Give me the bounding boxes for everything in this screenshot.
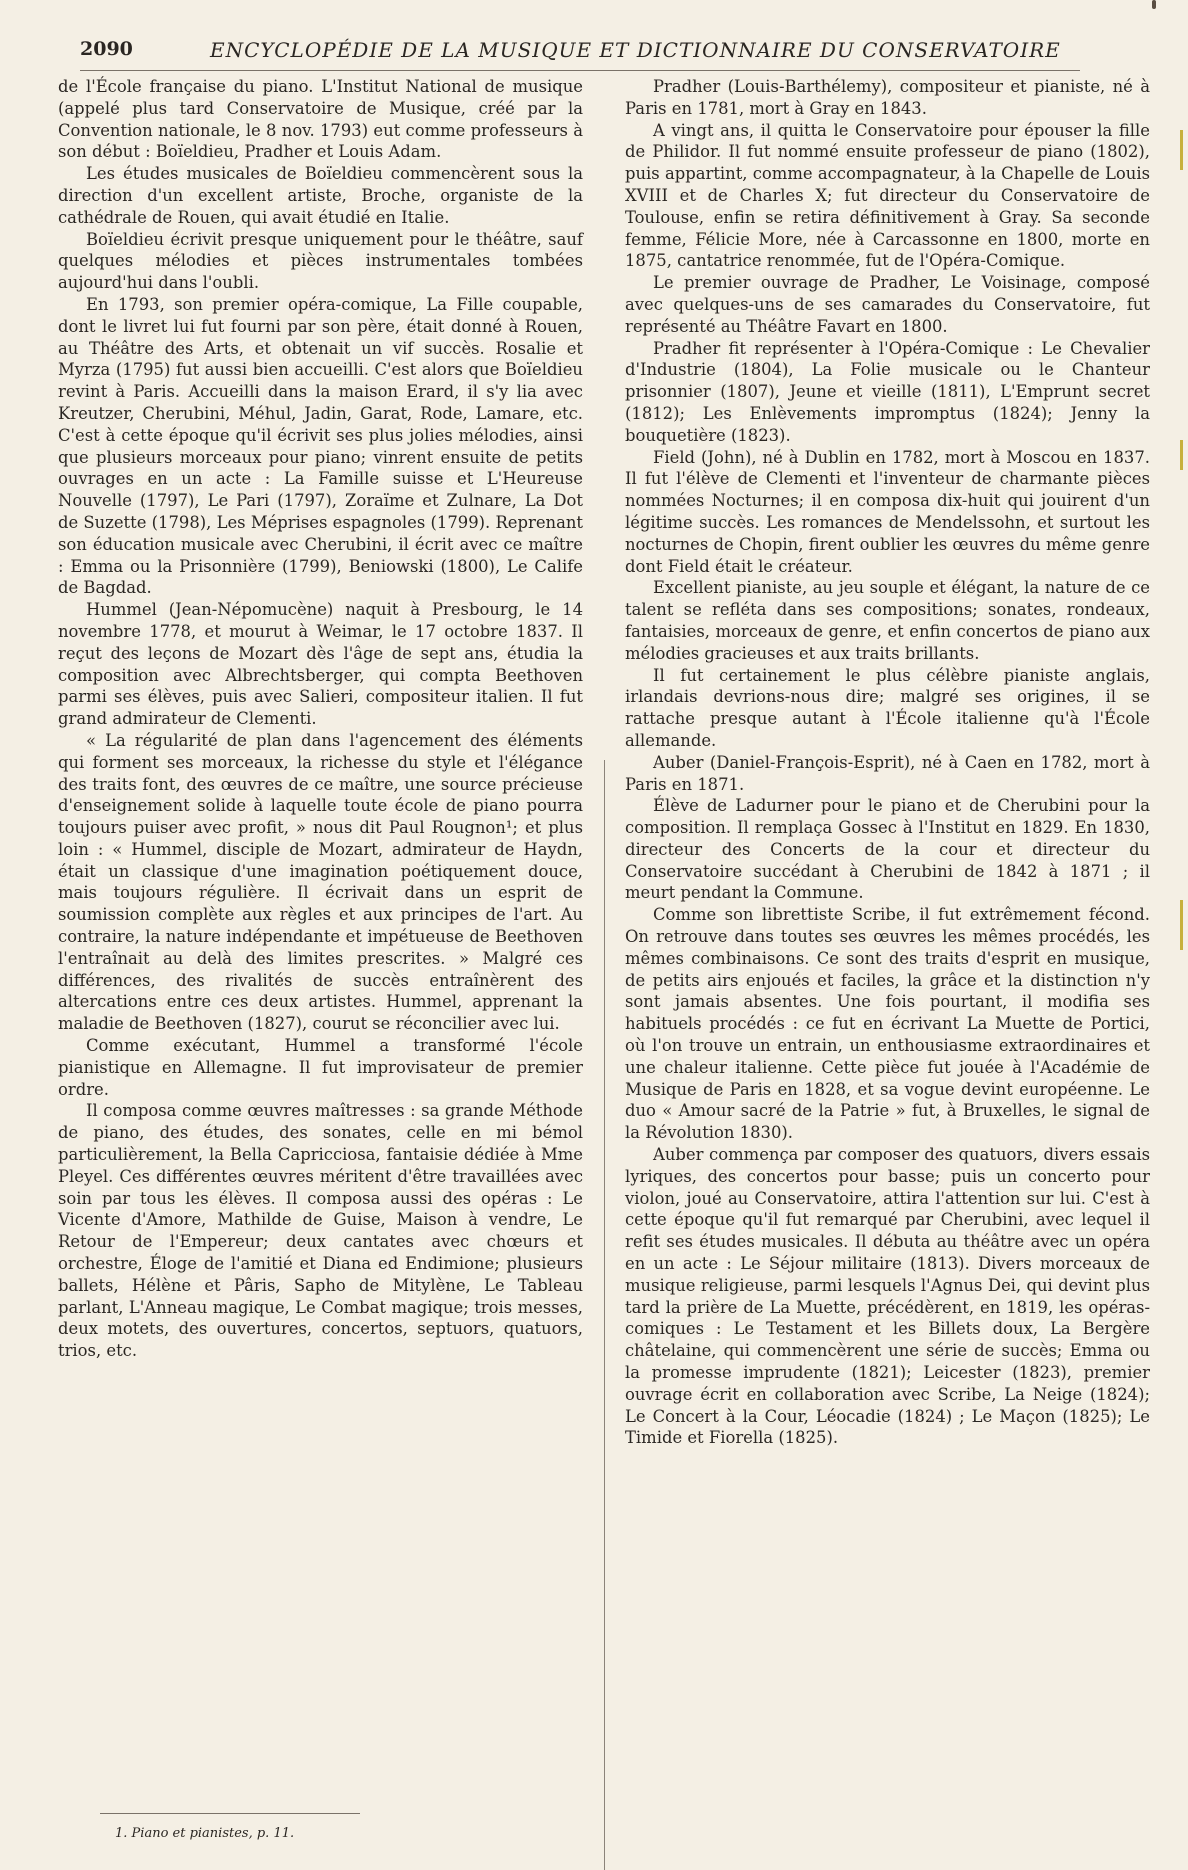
running-title: ENCYCLOPÉDIE DE LA MUSIQUE ET DICTIONNAIRE DU CONSERVATOIRE bbox=[210, 38, 1061, 62]
paragraph: Auber (Daniel-François-Esprit), né à Caen en 1782, mort à Paris en 1871. bbox=[625, 752, 1150, 794]
column-divider bbox=[604, 760, 605, 1870]
footnote: 1. Piano et pianistes, p. 11. bbox=[115, 1826, 295, 1841]
right-column bbox=[625, 76, 1150, 1449]
paragraph: Pradher (Louis-Barthélemy), compositeur et pianiste, né à Paris en 1781, mort à Gray en 1843. bbox=[625, 77, 1150, 118]
ink-speck bbox=[1152, 0, 1156, 9]
paragraph: Comme exécutant, Hummel a transformé l'école pianistique en Allemagne. Il fut improvisateur de premier ordre. bbox=[58, 1036, 583, 1099]
paragraph: Pradher fit représenter à l'Opéra-Comique : Le Chevalier d'Industrie (1804), La Folie musicale ou le Chanteur prisonnier (1807), Jeune et vieille (1811), L'Emprunt secret (1812); Les Enlèvements impromptus (1824); Jenny la bouquetière (1823). bbox=[625, 338, 1150, 445]
paragraph: Boïeldieu écrivit presque uniquement pour le théâtre, sauf quelques mélodies et pièces instrumentales tombées aujourd'hui dans l'oubli. bbox=[58, 229, 583, 293]
margin-mark bbox=[1180, 130, 1183, 170]
paragraph: Le premier ouvrage de Pradher, Le Voisinage, composé avec quelques-uns de ses camarades du Conservatoire, fut représenté au Théâtre Favart en 1800. bbox=[625, 273, 1150, 336]
margin-mark bbox=[1180, 900, 1183, 950]
paragraph: « La régularité de plan dans l'agencement des éléments qui forment ses morceaux, la richesse du style et l'élégance des traits font, des œuvres de ce maître, une source précieuse d'enseignement solide à laquelle toute école de piano pourra toujours puiser avec profit, » nous dit Paul Rougnon¹; et plus loin : « Hummel, disciple de Mozart, admirateur de Haydn, était un classique d'une imagination poétiquement douce, mais toujours régulière. Il écrivait dans un esprit de soumission complète aux règles et aux principes de l'art. Au contraire, la nature indépendante et impétueuse de Beethoven l'entraînait au delà des limites prescrites. » Malgré ces différences, des rivalités de succès entraînèrent des altercations entre ces deux artistes. Hummel, apprenant la maladie de Beethoven (1827), courut se réconcilier avec lui. bbox=[58, 730, 583, 1034]
paragraph: Il fut certainement le plus célèbre pianiste anglais, irlandais devrions-nous dire; malgré ses origines, il se rattache presque autant à l'École italienne qu'à l'École allemande. bbox=[625, 665, 1150, 750]
paragraph: En 1793, son premier opéra-comique, La Fille coupable, dont le livret lui fut fourni par son père, était donné à Rouen, au Théâtre des Arts, et obtenait un vif succès. Rosalie et Myrza (1795) fut aussi bien accueilli. C'est alors que Boïeldieu revint à Paris. Accueilli dans la maison Erard, il s'y lia avec Kreutzer, Cherubini, Méhul, Jadin, Garat, Rode, Lamare, etc. C'est à cette époque qu'il écrivit ses plus jolies mélodies, ainsi que plusieurs morceaux pour piano; vinrent ensuite de petits ouvrages en un acte : La Famille suisse et L'Heureuse Nouvelle (1797), Le Pari (1797), Zoraïme et Zulnare, La Dot de Suzette (1798), Les Méprises espagnoles (1799). Reprenant son éducation musicale avec Cherubini, il écrit avec ce maître : Emma ou la Prisonnière (1799), Beniowski (1800), Le Calife de Bagdad. bbox=[58, 294, 583, 598]
margin-mark bbox=[1180, 440, 1183, 470]
paragraph: Les études musicales de Boïeldieu commencèrent sous la direction d'un excellent artiste, Broche, organiste de la cathédrale de Rouen, qui avait étudié en Italie. bbox=[58, 164, 583, 227]
paragraph: Field (John), né à Dublin en 1782, mort à Moscou en 1837. Il fut l'élève de Clementi et l'inventeur de charmante pièces nommées Nocturnes; il en composa dix-huit qui jouirent d'un légitime succès. Les romances de Mendelssohn, et surtout les nocturnes de Chopin, firent oublier les œuvres du même genre dont Field était le créateur. bbox=[625, 447, 1150, 576]
paragraph: Comme son librettiste Scribe, il fut extrêmement fécond. On retrouve dans toutes ses œuvres les mêmes procédés, les mêmes combinaisons. Ce sont des traits d'esprit en musique, de petits airs enjoués et faciles, la grâce et la distinction n'y sont jamais absentes. Une fois pourtant, il modifia ses habituels procédés : ce fut en écrivant La Muette de Portici, où l'on trouve un entrain, un enthousiasme extraordinaires et une chaleur italienne. Cette pièce fut jouée à l'Académie de Musique de Paris en 1828, et sa vogue devint européenne. Le duo « Amour sacré de la Patrie » fut, à Bruxelles, le signal de la Révolution 1830). bbox=[625, 905, 1150, 1143]
footnote-rule bbox=[100, 1813, 360, 1814]
paragraph: Hummel (Jean-Népomucène) naquit à Presbourg, le 14 novembre 1778, et mourut à Weimar, le 17 octobre 1837. Il reçut des leçons de Mozart dès l'âge de sept ans, étudia la composition avec Albrechtsberger, qui compta Beethoven parmi ses élèves, puis avec Salieri, compositeur italien. Il fut grand admirateur de Clementi. bbox=[58, 600, 583, 729]
paragraph: A vingt ans, il quitta le Conservatoire pour épouser la fille de Philidor. Il fut nommé ensuite professeur de piano (1802), puis appartint, comme accompagnateur, à la Chapelle de Louis XVIII et de Charles X; fut directeur du Conservatoire de Toulouse, enfin se retira définitivement à Gray. Sa seconde femme, Félicie More, née à Carcassonne en 1800, morte en 1875, cantatrice renommée, fut de l'Opéra-Comique. bbox=[625, 120, 1150, 271]
paragraph: Élève de Ladurner pour le piano et de Cherubini pour la composition. Il remplaça Gossec à l'Institut en 1829. En 1830, directeur des Concerts de la cour et directeur du Conservatoire succédant à Cherubini de 1842 à 1871 ; il meurt pendant la Commune. bbox=[625, 796, 1150, 903]
paragraph: Auber commença par composer des quatuors, divers essais lyriques, des concertos pour basse; puis un concerto pour violon, joué au Conservatoire, attira l'attention sur lui. C'est à cette époque qu'il fut remarqué par Cherubini, avec lequel il refit ses études musicales. Il débuta au théâtre avec un opéra en un acte : Le Séjour militaire (1813). Divers morceaux de musique religieuse, parmi lesquels l'Agnus Dei, qui devint plus tard la prière de La Muette, précédèrent, en 1819, les opéras-comiques : Le Testament et les Billets doux, La Bergère châtelaine, qui commencèrent une série de succès; Emma ou la promesse imprudente (1821); Leicester (1823), premier ouvrage écrit en collaboration avec Scribe, La Neige (1824); Le Concert à la Cour, Léocadie (1824) ; Le Maçon (1825); Le Timide et Fiorella (1825). bbox=[625, 1145, 1150, 1448]
page-header bbox=[80, 30, 1080, 71]
page-number: 2090 bbox=[80, 38, 133, 60]
left-column bbox=[58, 76, 583, 1362]
paragraph: Excellent pianiste, au jeu souple et élégant, la nature de ce talent se refléta dans ses compositions; sonates, rondeaux, fantaisies, morceaux de genre, et enfin concertos de piano aux mélodies gracieuses et aux traits brillants. bbox=[625, 578, 1150, 663]
paragraph: de l'École française du piano. L'Institut National de musique (appelé plus tard Conservatoire de Musique, créé par la Convention nationale, le 8 nov. 1793) eut comme professeurs à son début : Boïeldieu, Pradher et Louis Adam. bbox=[58, 77, 583, 162]
paragraph: Il composa comme œuvres maîtresses : sa grande Méthode de piano, des études, des sonates, celle en mi bémol particulièrement, la Bella Capricciosa, fantaisie dédiée à Mme Pleyel. Ces différentes œuvres méritent d'être travaillées avec soin par tous les élèves. Il composa aussi des opéras : Le Vicente d'Amore, Mathilde de Guise, Maison à vendre, Le Retour de l'Empereur; deux cantates avec chœurs et orchestre, Éloge de l'amitié et Diana ed Endimione; plusieurs ballets, Hélène et Pâris, Sapho de Mitylène, Le Tableau parlant, L'Anneau magique, Le Combat magique; trois messes, deux motets, des ouvertures, concertos, septuors, quatuors, trios, etc. bbox=[58, 1101, 583, 1361]
